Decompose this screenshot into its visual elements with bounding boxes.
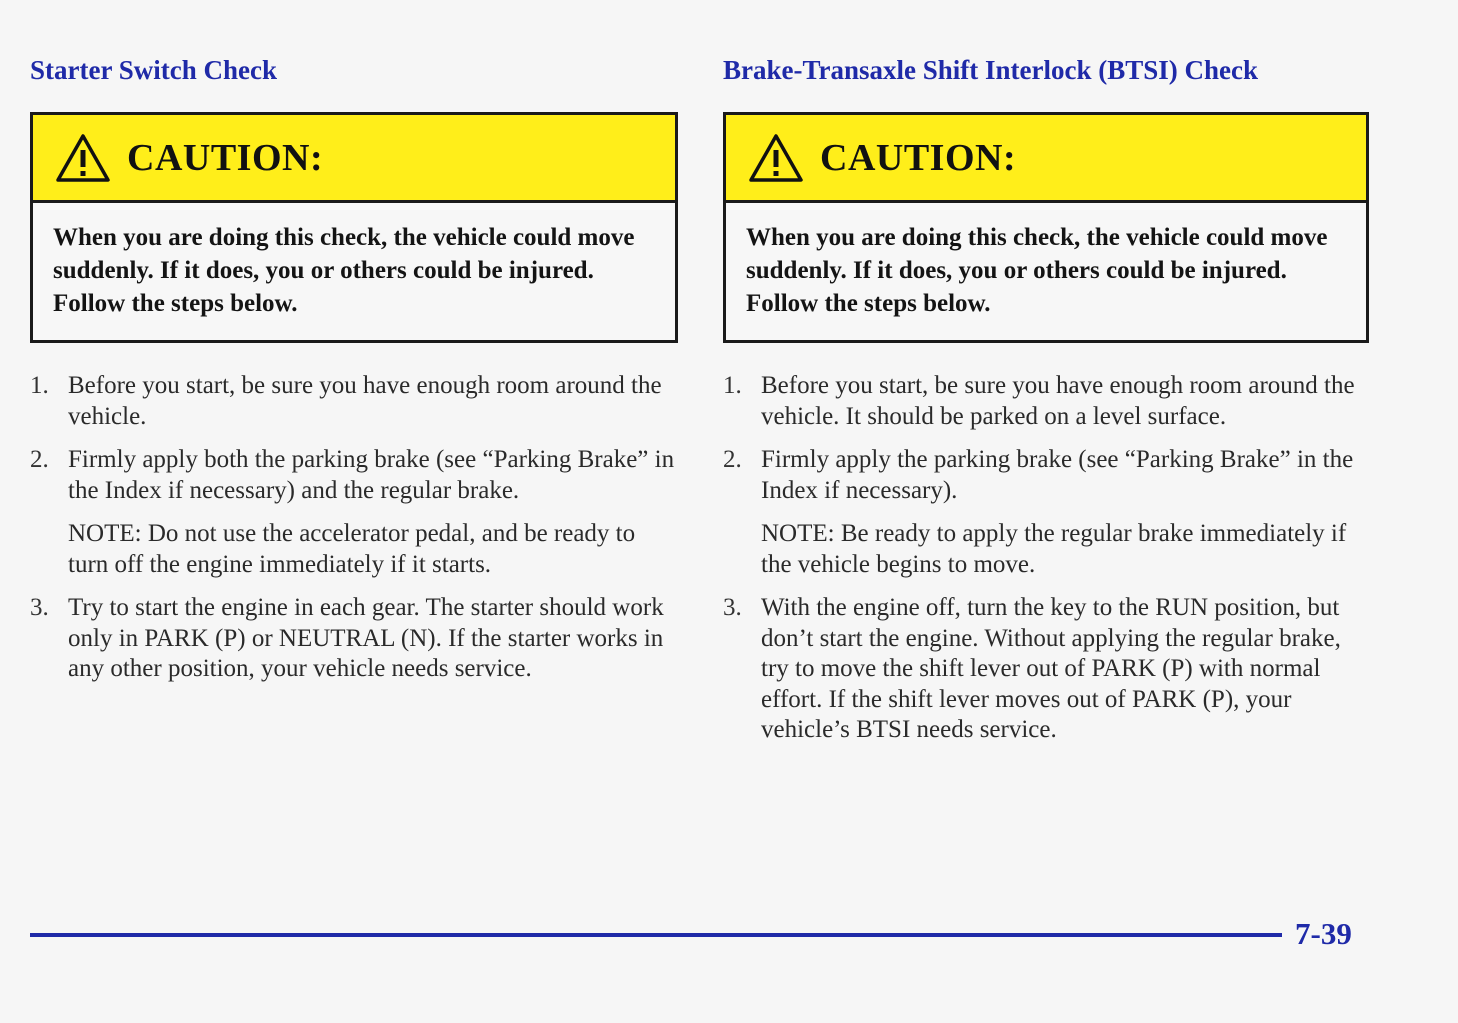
step-text: With the engine off, turn the key to the RUN position, but don’t start the engine. Without applying the regular brake, try to move the shift lever out of PARK (P) with normal effort. If the shift lever moves out of PARK (P), your vehicle’s BTSI needs service. (761, 594, 1341, 743)
step-number: 2. (30, 446, 49, 473)
caution-header (33, 115, 675, 203)
caution-label: CAUTION: (127, 136, 324, 179)
section-title-starter-switch-check: Starter Switch Check (30, 55, 277, 85)
caution-label: CAUTION: (820, 136, 1017, 179)
section-title-btsi-check: Brake-Transaxle Shift Interlock (BTSI) Check (723, 55, 1259, 85)
step-text: Firmly apply the parking brake (see “Parking Brake” in the Index if necessary). (761, 446, 1354, 504)
step-item (30, 371, 678, 432)
step-number: 3. (30, 594, 49, 621)
page-number: 7-39 (1295, 916, 1352, 951)
step-text: Before you start, be sure you have enough room around the vehicle. It should be parked on a level surface. (761, 372, 1355, 430)
step-text: Firmly apply both the parking brake (see “Parking Brake” in the Index if necessary) and the regular brake. (68, 446, 675, 504)
step-number: 1. (723, 372, 742, 399)
warning-triangle-icon (55, 133, 111, 183)
step-number: 1. (30, 372, 49, 399)
step-item (723, 445, 1369, 506)
left-column (30, 50, 678, 698)
caution-box (30, 112, 678, 343)
note-text: NOTE: Be ready to apply the regular brake immediately if the vehicle begins to move. (761, 520, 1347, 578)
step-item (30, 593, 678, 685)
step-number: 3. (723, 594, 742, 621)
footer-rule (30, 933, 1282, 937)
step-number: 2. (723, 446, 742, 473)
step-text: Try to start the engine in each gear. The starter should work only in PARK (P) or NEUTRAL (N). If the starter works in any other position, your vehicle needs service. (68, 594, 664, 682)
note-text: NOTE: Do not use the accelerator pedal, and be ready to turn off the engine immediately if it starts. (68, 520, 636, 578)
step-text: Before you start, be sure you have enough room around the vehicle. (68, 372, 662, 430)
steps-list (30, 371, 678, 685)
caution-text: When you are doing this check, the vehicle could move suddenly. If it does, you or others could be injured. Follow the steps below. (53, 224, 635, 317)
step-item (723, 593, 1369, 746)
caution-header (726, 115, 1366, 203)
caution-box (723, 112, 1369, 343)
steps-list (723, 371, 1369, 746)
step-item (723, 371, 1369, 432)
step-item (30, 445, 678, 506)
right-column (723, 50, 1369, 759)
warning-triangle-icon (748, 133, 804, 183)
caution-text: When you are doing this check, the vehicle could move suddenly. If it does, you or others could be injured. Follow the steps below. (746, 224, 1328, 317)
